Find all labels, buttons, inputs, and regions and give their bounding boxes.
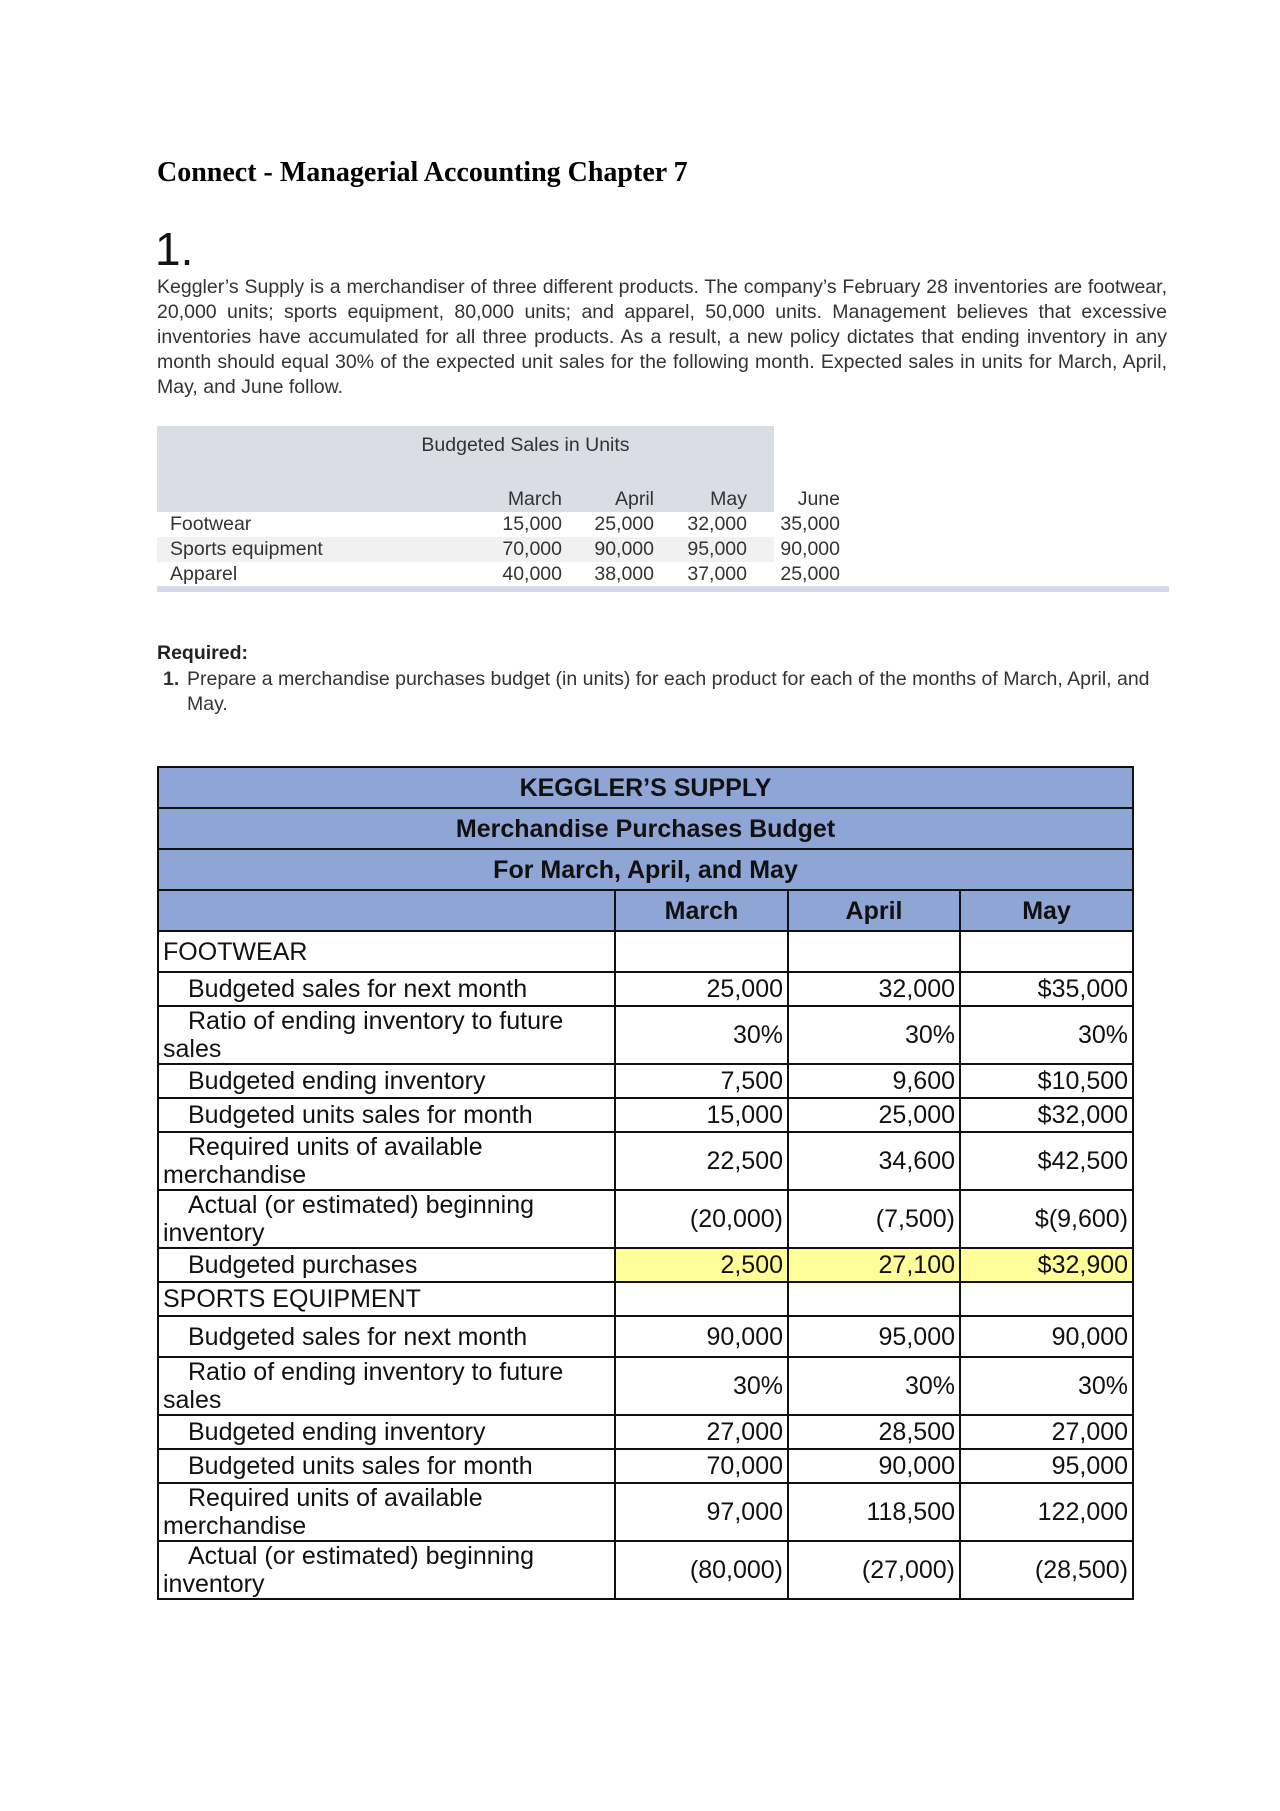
value-cell: 30% bbox=[960, 1006, 1133, 1064]
row-label-text: Budgeted units sales for month bbox=[188, 1452, 533, 1480]
row-label bbox=[158, 1483, 615, 1541]
row-label-text: Budgeted ending inventory bbox=[188, 1418, 486, 1446]
value-cell: (20,000) bbox=[615, 1190, 788, 1248]
row-label bbox=[158, 1248, 615, 1282]
row-label bbox=[158, 1415, 615, 1449]
value-cell: 95,000 bbox=[788, 1316, 960, 1357]
row-label bbox=[158, 1357, 615, 1415]
row-label bbox=[158, 1064, 615, 1098]
empty-cell bbox=[615, 1282, 788, 1316]
budget-name-title: Merchandise Purchases Budget bbox=[158, 808, 1133, 849]
value-cell: (28,500) bbox=[960, 1541, 1133, 1599]
budgeted-purchases-cell: 27,100 bbox=[788, 1248, 960, 1282]
required-item-text: Prepare a merchandise purchases budget (in units) for each product for each of the months of March, April, and May. bbox=[187, 668, 1150, 715]
row-label-text: Required units of available merchandise bbox=[163, 1133, 483, 1189]
section-heading-sports-equipment: SPORTS EQUIPMENT bbox=[158, 1282, 615, 1316]
value-cell: 118,500 bbox=[788, 1483, 960, 1541]
budget-month-header: March bbox=[615, 890, 788, 931]
row-label bbox=[158, 1190, 615, 1248]
sales-cell: 38,000 bbox=[594, 563, 654, 585]
row-label bbox=[158, 1006, 615, 1064]
value-cell: 27,000 bbox=[615, 1415, 788, 1449]
value-cell: $42,500 bbox=[960, 1132, 1133, 1190]
row-label-text: Actual (or estimated) beginning inventory bbox=[163, 1542, 535, 1598]
required-title: Required: bbox=[157, 642, 249, 664]
value-cell: (80,000) bbox=[615, 1541, 788, 1599]
sales-cell: 32,000 bbox=[687, 513, 747, 535]
sales-cell: 15,000 bbox=[502, 513, 562, 535]
budgeted-purchases-cell: $32,900 bbox=[960, 1248, 1133, 1282]
value-cell: 28,500 bbox=[788, 1415, 960, 1449]
budgeted-sales-table bbox=[157, 426, 840, 587]
merchandise-purchases-budget-table bbox=[157, 766, 1134, 1600]
value-cell: 122,000 bbox=[960, 1483, 1133, 1541]
value-cell: 25,000 bbox=[615, 972, 788, 1006]
value-cell: 22,500 bbox=[615, 1132, 788, 1190]
sales-cell: 95,000 bbox=[687, 538, 747, 560]
value-cell: 90,000 bbox=[788, 1449, 960, 1483]
question-number: 1. bbox=[155, 223, 194, 275]
sales-row-footwear bbox=[157, 512, 840, 537]
value-cell: 30% bbox=[960, 1357, 1133, 1415]
value-cell: 90,000 bbox=[615, 1316, 788, 1357]
value-cell: (7,500) bbox=[788, 1190, 960, 1248]
sales-month-headers bbox=[157, 488, 840, 512]
value-cell: 70,000 bbox=[615, 1449, 788, 1483]
value-cell: 97,000 bbox=[615, 1483, 788, 1541]
sales-month-header: June bbox=[797, 488, 840, 510]
sales-cell: 35,000 bbox=[780, 513, 840, 535]
value-cell: 9,600 bbox=[788, 1064, 960, 1098]
sales-cell: 40,000 bbox=[502, 563, 562, 585]
sales-month-header: April bbox=[614, 488, 654, 510]
budget-header-blank bbox=[158, 890, 615, 931]
budgeted-purchases-cell: 2,500 bbox=[615, 1248, 788, 1282]
sales-row-label: Footwear bbox=[170, 513, 252, 535]
value-cell: $35,000 bbox=[960, 972, 1133, 1006]
row-label-text: Ratio of ending inventory to future sales bbox=[163, 1358, 564, 1414]
sales-cell: 37,000 bbox=[687, 563, 747, 585]
row-label-text: Actual (or estimated) beginning inventory bbox=[163, 1191, 535, 1247]
row-label bbox=[158, 1132, 615, 1190]
required-item-number: 1. bbox=[163, 668, 180, 690]
budget-month-header: May bbox=[960, 890, 1133, 931]
empty-cell bbox=[788, 1282, 960, 1316]
row-label-text: Budgeted sales for next month bbox=[188, 1322, 528, 1351]
row-label-text: Budgeted ending inventory bbox=[188, 1067, 486, 1095]
sales-cell: 70,000 bbox=[502, 538, 562, 560]
row-label-text: Budgeted purchases bbox=[188, 1251, 418, 1279]
empty-cell bbox=[615, 931, 788, 972]
value-cell: $10,500 bbox=[960, 1064, 1133, 1098]
row-label bbox=[158, 1541, 615, 1599]
value-cell: 90,000 bbox=[960, 1316, 1133, 1357]
sales-row-label: Apparel bbox=[170, 563, 238, 585]
budget-company-title: KEGGLER’S SUPPLY bbox=[158, 767, 1133, 808]
value-cell: 7,500 bbox=[615, 1064, 788, 1098]
value-cell: (27,000) bbox=[788, 1541, 960, 1599]
value-cell: 34,600 bbox=[788, 1132, 960, 1190]
value-cell: $32,000 bbox=[960, 1098, 1133, 1132]
sales-cell: 25,000 bbox=[594, 513, 654, 535]
value-cell: 95,000 bbox=[960, 1449, 1133, 1483]
value-cell: 30% bbox=[788, 1006, 960, 1064]
row-label-text: Budgeted sales for next month bbox=[188, 975, 528, 1003]
row-label-text: Required units of available merchandise bbox=[163, 1484, 483, 1540]
value-cell: 32,000 bbox=[788, 972, 960, 1006]
sales-table-caption: Budgeted Sales in Units bbox=[421, 434, 630, 456]
sales-row-sports-equipment bbox=[157, 537, 840, 562]
section-heading-footwear: FOOTWEAR bbox=[158, 931, 615, 972]
sales-table-header bbox=[157, 426, 840, 512]
value-cell: $(9,600) bbox=[960, 1190, 1133, 1248]
empty-cell bbox=[960, 1282, 1133, 1316]
question-intro: Keggler’s Supply is a merchandiser of three different products. The company’s February 28 inventories are footwear, 20,000 units; sports equipment, 80,000 units; and apparel, 50,000 units. Management believes that excessive inventories have accumulated for all three products. As a result, a new policy dictates that ending inventory in any month should equal 30% of the expected unit sales for the following month. Expected sales in units for March, April, May, and June follow. bbox=[157, 276, 1167, 398]
sales-row-apparel bbox=[157, 562, 840, 587]
value-cell: 27,000 bbox=[960, 1415, 1133, 1449]
sales-cell: 90,000 bbox=[594, 538, 654, 560]
value-cell: 25,000 bbox=[788, 1098, 960, 1132]
sales-row-label: Sports equipment bbox=[170, 538, 323, 560]
sales-month-header: May bbox=[710, 488, 747, 510]
sales-table-divider bbox=[157, 586, 1169, 592]
sales-month-header: March bbox=[507, 488, 562, 510]
value-cell: 30% bbox=[788, 1357, 960, 1415]
row-label bbox=[158, 1449, 615, 1483]
value-cell: 15,000 bbox=[615, 1098, 788, 1132]
row-label-text: Ratio of ending inventory to future sales bbox=[163, 1007, 564, 1063]
required-item bbox=[163, 667, 1163, 717]
budget-period-title: For March, April, and May bbox=[158, 849, 1133, 890]
sales-cell: 90,000 bbox=[780, 538, 840, 560]
sales-cell: 25,000 bbox=[780, 563, 840, 585]
value-cell: 30% bbox=[615, 1357, 788, 1415]
empty-cell bbox=[960, 931, 1133, 972]
value-cell: 30% bbox=[615, 1006, 788, 1064]
budget-month-header: April bbox=[788, 890, 960, 931]
row-label-text: Budgeted units sales for month bbox=[188, 1101, 533, 1129]
document-title: Connect - Managerial Accounting Chapter 7 bbox=[157, 157, 688, 188]
row-label bbox=[158, 972, 615, 1006]
empty-cell bbox=[788, 931, 960, 972]
row-label bbox=[158, 1098, 615, 1132]
row-label bbox=[158, 1316, 615, 1357]
